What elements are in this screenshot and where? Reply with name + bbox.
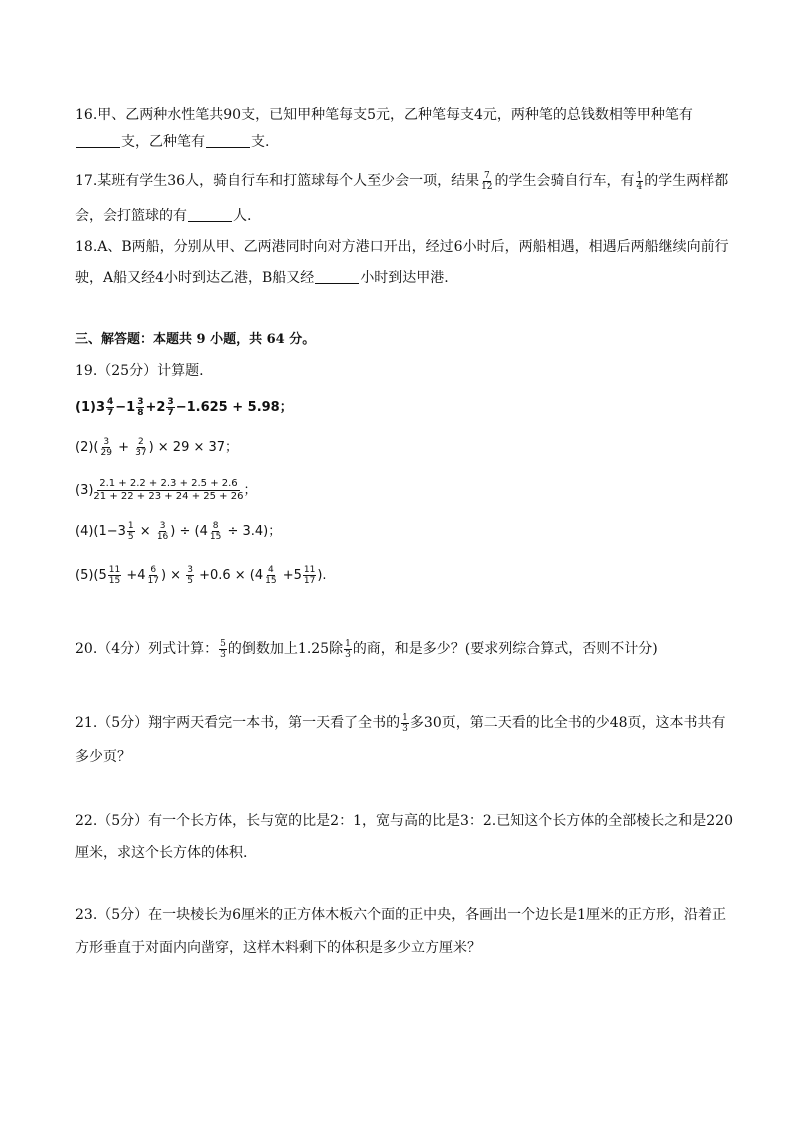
- q21-line1: 21.（5分）翔宇两天看完一本书，第一天看了全书的 $\frac{1}{3}$ 多30页，第二天看的比全书的少48页，这本书共有: [75, 712, 726, 734]
- answer-blank[interactable]: [76, 133, 120, 148]
- q20-line: 20.（4分）列式计算： $\frac{5}{3}$ 的倒数加上1.25除 $\frac{1}{3}$ 的商，和是多少？(要求列综合算式，否则不计分): [75, 638, 658, 660]
- q19-part5: (5)(5 $\frac{11}{15}$ +4 $\frac{6}{17}$ ) × $\frac{3}{5}$ +0.6 × (4 $\frac{4}{15}$ +5 $\frac{11}{17}$ ).: [75, 565, 327, 586]
- q19-part2: (2)( $\frac{3}{29}$ + $\frac{2}{37}$ ) × 29 × 37；: [75, 437, 239, 458]
- q19-part3: (3) $\frac{2.1 + 2.2 + 2.3 + 2.5 + 2.6}{21 + 22 + 23 + 24 + 25 + 26}$ ；: [75, 478, 257, 502]
- fraction: $\frac{1}{4}$: [636, 170, 643, 192]
- q19-part1: (1)3 $\frac{4}{7}$ −1 $\frac{3}{8}$ +2 $\frac{3}{7}$ −1.625 + 5.98；: [75, 397, 293, 418]
- answer-blank[interactable]: [206, 133, 250, 148]
- answer-blank[interactable]: [315, 269, 359, 284]
- q23-line1: 23.（5分）在一块棱长为6厘米的正方体木板六个面的正中央，各画出一个边长是1厘米的正方形，沿着正: [75, 907, 726, 923]
- q17-line1: 17.某班有学生36人，骑自行车和打篮球每个人至少会一项，结果 $\frac{7}{12}$ 的学生会骑自行车，有 $\frac{1}{4}$ 的学生两样都: [75, 170, 729, 192]
- q19-title: 19.（25分）计算题.: [75, 363, 204, 379]
- section-heading: 三、解答题：本题共 9 小题，共 64 分。: [75, 332, 316, 347]
- q21-line2: 多少页？: [75, 749, 131, 765]
- q16-line1: 16.甲、乙两种水性笔共90支，已知甲种笔每支5元，乙种笔每支4元，两种笔的总钱数相等甲种笔有: [75, 107, 693, 123]
- answer-blank[interactable]: [188, 207, 232, 222]
- q16-line2: 支，乙种笔有 支.: [75, 131, 269, 153]
- q18-line2: 驶，A船又经4小时到达乙港，B船又经 小时到达甲港.: [75, 270, 449, 286]
- q22-line2: 厘米，求这个长方体的体积.: [75, 845, 248, 861]
- q17-line2: 会，会打篮球的有 人.: [75, 208, 252, 224]
- fraction: $\frac{7}{12}$: [481, 170, 493, 192]
- q22-line1: 22.（5分）有一个长方体，长与宽的比是2：1，宽与高的比是3：2.已知这个长方体的全部棱长之和是220: [75, 813, 733, 829]
- q18-line1: 18.A、B两船，分别从甲、乙两港同时向对方港口开出，经过6小时后，两船相遇，相遇后两船继续向前行: [75, 239, 729, 255]
- q23-line2: 方形垂直于对面内向凿穿，这样木料剩下的体积是多少立方厘米？: [75, 940, 481, 956]
- q19-part4: (4)(1−3 $\frac{1}{5}$ × $\frac{3}{16}$ ) ÷ (4 $\frac{8}{15}$ ÷ 3.4)；: [75, 521, 282, 542]
